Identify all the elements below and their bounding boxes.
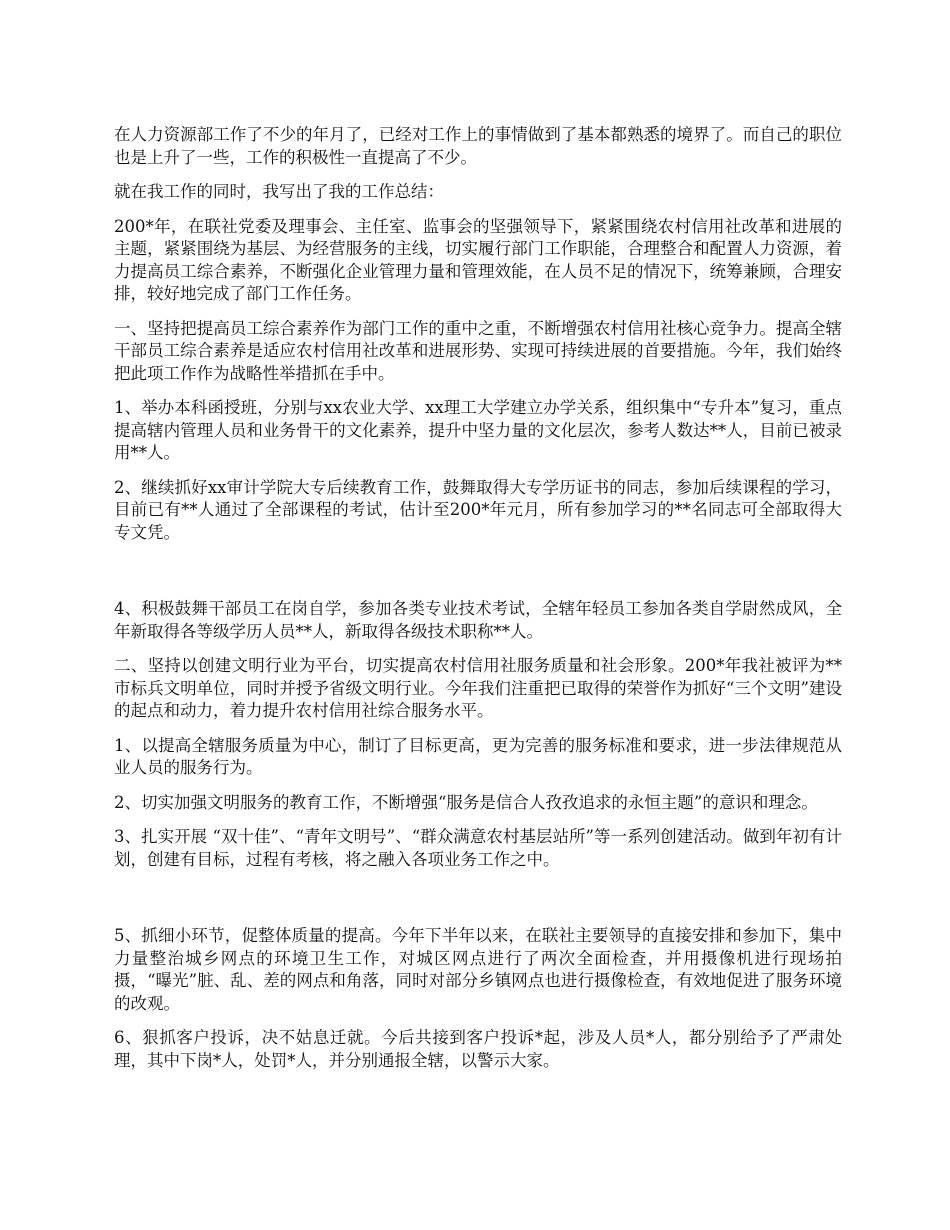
paragraph-section-1-item-2: 2、继续抓好xx审计学院大专后续教育工作，鼓舞取得大专学历证书的同志，参加后续课程的学习，目前已有**人通过了全部课程的考试，估计至200*年元月，所有参加学习的**名同志可全部取得大专文凭。 bbox=[114, 477, 842, 542]
spacer bbox=[114, 883, 842, 925]
paragraph-lead-in: 就在我工作的同时，我写出了我的工作总结： bbox=[114, 182, 444, 201]
paragraph-intro: 在人力资源部工作了不少的年月了，已经对工作上的事情做到了基本都熟悉的境界了。而自己的职位也是上升了一些，工作的积极性一直提高了不少。 bbox=[114, 125, 842, 167]
spacer bbox=[114, 556, 842, 598]
document-body bbox=[114, 124, 842, 1084]
paragraph-section-1-item-1: 1、举办本科函授班，分别与xx农业大学、xx理工大学建立办学关系，组织集中“专升本”复习，重点提高辖内管理人员和业务骨干的文化素养，提升中坚力量的文化层次，参考人数达**人，目前已被录用**人。 bbox=[114, 398, 842, 462]
paragraph-section-2-item-6: 6、狠抓客户投诉，决不姑息迁就。今后共接到客户投诉*起，涉及人员*人，都分别给予了严肃处理，其中下岗*人，处罚*人，并分别通报全辖，以警示大家。 bbox=[114, 1028, 842, 1070]
paragraph-section-2-item-3: 3、扎实开展 “双十佳”、“青年文明号”、“群众满意农村基层站所”等一系列创建活动。做到年初有计划，创建有目标，过程有考核，将之融入各项业务工作之中。 bbox=[114, 827, 842, 869]
paragraph-section-2-item-2: 2、切实加强文明服务的教育工作，不断增强“服务是信合人孜孜追求的永恒主题”的意识和理念。 bbox=[114, 792, 818, 812]
paragraph-section-1-item-4: 4、积极鼓舞干部员工在岗自学，参加各类专业技术考试，全辖年轻员工参加各类自学尉然成风，全年新取得各等级学历人员**人，新取得各级技术职称**人。 bbox=[114, 599, 842, 641]
paragraph-section-2-item-5: 5、抓细小环节，促整体质量的提高。今年下半年以来，在联社主要领导的直接安排和参加下，集中力量整治城乡网点的环境卫生工作，对城区网点进行了两次全面检查，并用摄像机进行现场拍摄，“曝光”脏、乱、差的网点和角落，同时对部分乡镇网点也进行摄像检查，有效地促进了服务环境的改观。 bbox=[114, 926, 842, 1013]
paragraph-section-2-heading: 二、坚持以创建文明行业为平台，切实提高农村信用社服务质量和社会形象。200*年我社被评为**市标兵文明单位，同时并授予省级文明行业。今年我们注重把已取得的荣誉作为抓好“三个文明”建设的起点和动力，着力提升农村信用社综合服务水平。 bbox=[114, 656, 842, 720]
paragraph-section-2-item-1: 1、以提高全辖服务质量为中心，制订了目标更高，更为完善的服务标准和要求，进一步法律规范从业人员的服务行为。 bbox=[114, 735, 842, 777]
paragraph-section-1-heading: 一、坚持把提高员工综合素养作为部门工作的重中之重，不断增强农村信用社核心竞争力。提高全辖干部员工综合素养是适应农村信用社改革和进展形势、实现可持续进展的首要措施。今年，我们始终把此项工作作为战略性举措抓在手中。 bbox=[114, 318, 842, 383]
paragraph-summary: 200*年，在联社党委及理事会、主任室、监事会的坚强领导下，紧紧围绕农村信用社改革和进展的主题，紧紧围绕为基层、为经营服务的主线，切实履行部门工作职能，合理整合和配置人力资源，着力提高员工综合素养，不断强化企业管理力量和管理效能，在人员不足的情况下，统筹兼顾，合理安排，较好地完成了部门工作任务。 bbox=[114, 216, 842, 303]
